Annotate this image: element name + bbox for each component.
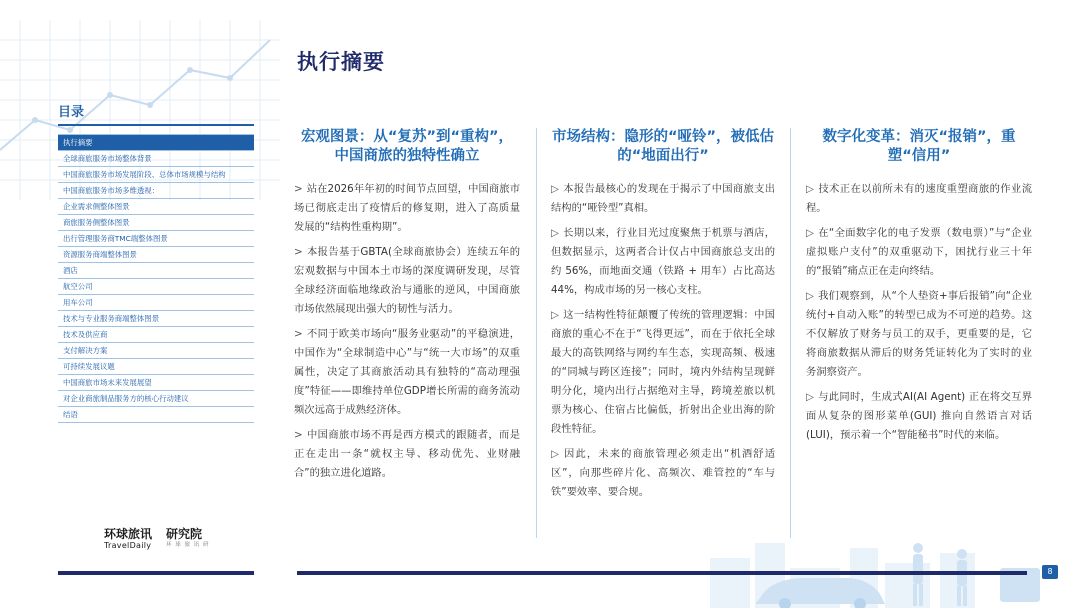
paragraph-text: 在“全面数字化的电子发票（数电票）”与“企业虚拟账户支付”的双重驱动下，困扰行业三十年的“报销”痛点正在走向终结。: [806, 227, 1032, 277]
summary-column-structure: [551, 128, 775, 508]
toc-item-china-market-stage[interactable]: 中国商旅服务市场发展阶段、总体市场规模与结构: [58, 167, 254, 183]
toc-item-demand-side[interactable]: 企业需求侧整体图景: [58, 199, 254, 215]
bullet-marker: ▷: [806, 391, 815, 403]
toc-item-tech-suppliers[interactable]: 技术及供应商: [58, 327, 254, 343]
footer-rule-left: [58, 571, 254, 575]
traveldaily-logo-en: TravelDaily: [104, 541, 152, 550]
toc-item-tmc[interactable]: 出行管理服务商TMC端整体图景: [58, 231, 254, 247]
column-paragraph: [806, 180, 1032, 218]
column-paragraph: [551, 445, 775, 502]
page-number: 8: [1042, 565, 1058, 579]
traveldaily-logo: [104, 528, 152, 551]
paragraph-text: 与此同时，生成式AI(AI Agent) 正在将交互界面从复杂的图形菜单(GUI) 推向自然语言对话(LUI)，预示着一个“智能秘书”时代的来临。: [806, 391, 1032, 441]
footer-rule-main: [297, 571, 1027, 575]
column-title: 宏观图景：从“复苏”到“重构”，中国商旅的独特性确立: [300, 129, 514, 164]
bullet-marker: >: [294, 246, 303, 258]
publisher-logos: [104, 528, 210, 551]
toc-item-action-recommendations[interactable]: 对企业商旅制品服务方的核心行动建议: [58, 391, 254, 407]
toc-divider: [58, 124, 254, 126]
toc-item-hotels[interactable]: 酒店: [58, 263, 254, 279]
toc-heading: 目录: [58, 105, 85, 120]
decorative-travel-scene: [700, 528, 1080, 608]
toc-item-global-background[interactable]: 全球商旅服务市场整体背景: [58, 151, 254, 167]
toc-item-future-outlook[interactable]: 中国商旅市场未来发展展望: [58, 375, 254, 391]
bullet-marker: ▷: [806, 227, 815, 239]
paragraph-text: 这一结构性特征颠覆了传统的管理逻辑：中国商旅的重心不在于“飞得更远”，而在于依托全球最大的高铁网络与网约车生态，实现高频、极速的“同城与跨区连接”；同时，境内外结构呈现鲜明分化，境内出行占据绝对主导，跨境差旅以机票为核心、住宿占比偏低，折射出企业出海的阶段性特征。: [551, 309, 776, 435]
toc-item-payment-solutions[interactable]: 支付解决方案: [58, 343, 254, 359]
toc-item-resource-providers[interactable]: 资源服务商端整体图景: [58, 247, 254, 263]
summary-column-digital: [806, 128, 1032, 451]
paragraph-text: 本报告基于GBTA(全球商旅协会）连续五年的宏观数据与中国本土市场的深度调研发现，尽管全球经济面临地缘政治与通胀的逆风，中国商旅市场依然展现出强大的韧性与活力。: [294, 246, 520, 315]
bullet-marker: ▷: [551, 183, 560, 195]
bullet-marker: >: [294, 429, 303, 441]
toc-item-car-services[interactable]: 用车公司: [58, 295, 254, 311]
paragraph-text: 因此，未来的商旅管理必须走出“机酒舒适区”，向那些碎片化、高频次、难管控的“车与铁”要效率、要合规。: [551, 448, 775, 498]
paragraph-text: 长期以来，行业目光过度聚焦于机票与酒店，但数据显示，这两者合计仅占中国商旅总支出的约 56%，而地面交通（铁路 + 用车）占比高达 44%，构成市场的另一核心支柱。: [551, 227, 776, 296]
column-title: 数字化变革：消灭“报销”，重塑“信用”: [822, 129, 1016, 164]
paragraph-text: 中国商旅市场不再是西方模式的跟随者，而是正在走出一条“就权主导、移动优先、业财融合”的独立进化道路。: [294, 429, 520, 479]
toc-list: [58, 134, 254, 423]
column-paragraph: [806, 388, 1032, 445]
page-title: 执行摘要: [297, 50, 385, 74]
bullet-marker: ▷: [806, 290, 815, 302]
column-paragraph: [551, 180, 775, 218]
research-institute-logo: [166, 528, 210, 549]
summary-column-macro: [294, 128, 520, 489]
toc-item-executive-summary[interactable]: 执行摘要: [58, 135, 254, 151]
column-paragraph: [294, 243, 520, 319]
research-institute-logo-text: 研究院: [166, 527, 203, 541]
column-paragraph: [294, 426, 520, 483]
bullet-marker: ▷: [806, 183, 815, 195]
bullet-marker: >: [294, 183, 303, 195]
column-divider: [536, 128, 537, 538]
toc-item-airlines[interactable]: 航空公司: [58, 279, 254, 295]
paragraph-text: 本报告最核心的发现在于揭示了中国商旅支出结构的“哑铃型”真相。: [551, 183, 776, 214]
toc-item-conclusion[interactable]: 结语: [58, 407, 254, 423]
column-paragraph: [294, 180, 520, 237]
column-paragraph: [551, 306, 775, 439]
toc-item-multidimensional-view[interactable]: 中国商旅服务市场多维透视：: [58, 183, 254, 199]
bullet-marker: ▷: [551, 448, 561, 460]
column-paragraph: [294, 325, 520, 420]
paragraph-text: 不同于欧美市场向“服务业驱动”的平稳演进，中国作为“全球制造中心”与“统一大市场”的双重属性，决定了其商旅活动具有独特的“高动理强度”特征——即维持单位GDP增长所需的商务流动频次远高于成熟经济体。: [294, 328, 520, 416]
paragraph-text: 技术正在以前所未有的速度重塑商旅的作业流程。: [806, 183, 1032, 214]
traveldaily-logo-cn: 环球旅讯: [104, 527, 153, 541]
table-of-contents: [58, 104, 254, 423]
research-institute-logo-sub: 环 球 旅 讯 研: [166, 542, 210, 548]
column-divider: [790, 128, 791, 538]
column-paragraph: [806, 224, 1032, 281]
column-paragraph: [551, 224, 775, 300]
toc-item-tech-services[interactable]: 技术与专业服务商端整体图景: [58, 311, 254, 327]
paragraph-text: 站在2026年年初的时间节点回望，中国商旅市场已彻底走出了疫情后的修复期，进入了高质量发展的“结构性重构期”。: [294, 183, 520, 233]
column-title: 市场结构：隐形的“哑铃”，被低估的“地面出行”: [551, 129, 775, 164]
toc-item-service-side[interactable]: 商旅服务侧整体图景: [58, 215, 254, 231]
bullet-marker: >: [294, 328, 303, 340]
bullet-marker: ▷: [551, 309, 560, 321]
toc-item-sustainability[interactable]: 可持续发展议题: [58, 359, 254, 375]
paragraph-text: 我们观察到，从“个人垫资+事后报销”向“企业统付+自动入账”的转型已成为不可逆的趋势。这不仅解放了财务与员工的双手，更重要的是，它将商旅数据从滞后的财务凭证转化为了实时的业务洞察资产。: [806, 290, 1032, 378]
column-paragraph: [806, 287, 1032, 382]
bullet-marker: ▷: [551, 227, 560, 239]
